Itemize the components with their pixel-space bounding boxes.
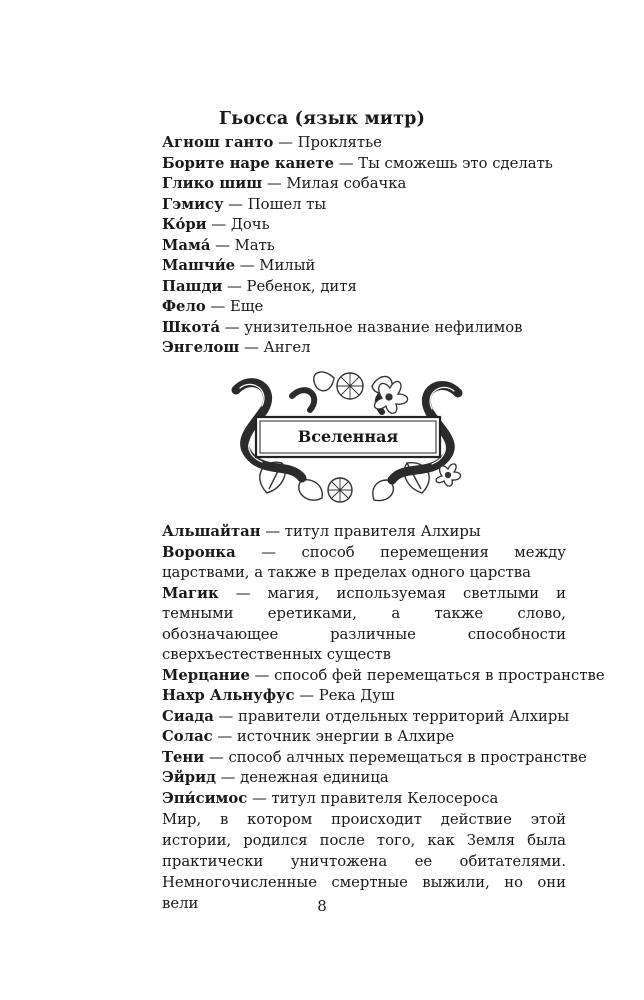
glossary-entry — [162, 789, 566, 810]
entry-term: Мерцание — [162, 666, 250, 684]
glossary-entry — [162, 338, 562, 359]
entry-term: Солас — [162, 728, 213, 745]
glossary-entry — [162, 318, 562, 339]
entry-term: Альшайтан — [162, 523, 261, 540]
entry-term: Мама́ — [162, 236, 211, 254]
entry-definition: — магия, используемая светлыми и темными еретиками, а также слово, обозначающее различные способности сверхъестественных существ — [162, 584, 566, 663]
body-paragraph: Мир, в котором происходит действие этой истории, родился после того, как Земля была практически уничтожена ее обитателями. Немногочисленные смертные выжили, но они вели — [162, 811, 566, 912]
entry-definition: — унизительное название нефилимов — [220, 318, 523, 336]
glossary-entry — [162, 584, 566, 666]
glossary-entry — [162, 748, 587, 769]
entry-definition: — источник энергии в Алхире — [212, 728, 455, 745]
glossary-entry — [162, 236, 562, 257]
entry-term: Гэмису — [162, 195, 224, 213]
glossary-entry — [162, 686, 566, 707]
entry-definition: — Милая собачка — [262, 175, 407, 192]
glossary-entry — [162, 215, 562, 236]
entry-definition: — Милый — [235, 257, 316, 274]
entry-definition: — Еще — [205, 298, 264, 315]
glossary-entry — [162, 277, 562, 298]
entry-definition: — способ фей перемещаться в пространстве — [249, 666, 605, 684]
entry-definition: — Мать — [210, 236, 275, 254]
entry-definition: — способ алчных перемещаться в пространстве — [204, 748, 587, 766]
entry-term: Эйрид — [162, 769, 216, 786]
entry-definition: — титул правителя Алхиры — [260, 523, 481, 540]
entry-definition: — правители отдельных территорий Алхиры — [213, 707, 570, 725]
entry-term: Шкота́ — [162, 318, 221, 336]
entry-term: Глико шиш — [162, 175, 263, 192]
entry-term: Агнош ганто — [162, 134, 274, 151]
gyossa-glossary — [162, 133, 562, 359]
glossary-entry — [162, 522, 566, 543]
universe-glossary — [162, 522, 605, 809]
entry-term: Пашди — [162, 277, 223, 295]
entry-definition: — Ты сможешь это сделать — [334, 154, 553, 172]
glossary-entry — [162, 195, 562, 216]
glossary-entry — [162, 256, 562, 277]
entry-definition: — титул правителя Келосероса — [247, 789, 499, 807]
entry-definition: — денежная единица — [215, 769, 389, 786]
entry-term: Машчи́е — [162, 257, 236, 274]
glossary-entry — [162, 543, 566, 584]
entry-definition: — Ангел — [239, 339, 311, 356]
entry-definition: — Ребенок, дитя — [222, 277, 357, 295]
entry-term: Энгелош — [162, 339, 240, 356]
glossary-entry — [162, 174, 562, 195]
glossary-entry — [162, 768, 566, 789]
entry-definition: — Проклятье — [273, 134, 382, 151]
glossary-entry — [162, 297, 562, 318]
entry-term: Воронка — [162, 543, 236, 561]
entry-term: Сиада — [162, 707, 214, 725]
entry-definition: — способ перемещения между царствами, а также в пределах одного царства — [162, 543, 566, 581]
entry-definition: — Дочь — [206, 216, 270, 233]
entry-term: Нахр Альнуфус — [162, 687, 295, 704]
entry-definition: — Река Душ — [294, 687, 395, 704]
entry-term: Тени — [162, 748, 205, 766]
entry-term: Ко́ри — [162, 216, 207, 233]
section-title-gyossa: Гьосса (язык митр) — [218, 109, 426, 129]
glossary-entry — [162, 707, 570, 728]
entry-term: Борите наре канете — [162, 154, 334, 172]
page-number: 8 — [317, 897, 327, 915]
glossary-entry — [162, 666, 605, 687]
entry-term: Магик — [162, 584, 219, 602]
glossary-entry — [162, 133, 562, 154]
glossary-entry — [162, 727, 566, 748]
glossary-entry — [162, 154, 562, 175]
entry-term: Фело — [162, 298, 206, 315]
section-title-universe: Вселенная — [297, 427, 399, 446]
entry-term: Эпи́симос — [162, 789, 248, 807]
entry-definition: — Пошел ты — [223, 195, 327, 213]
